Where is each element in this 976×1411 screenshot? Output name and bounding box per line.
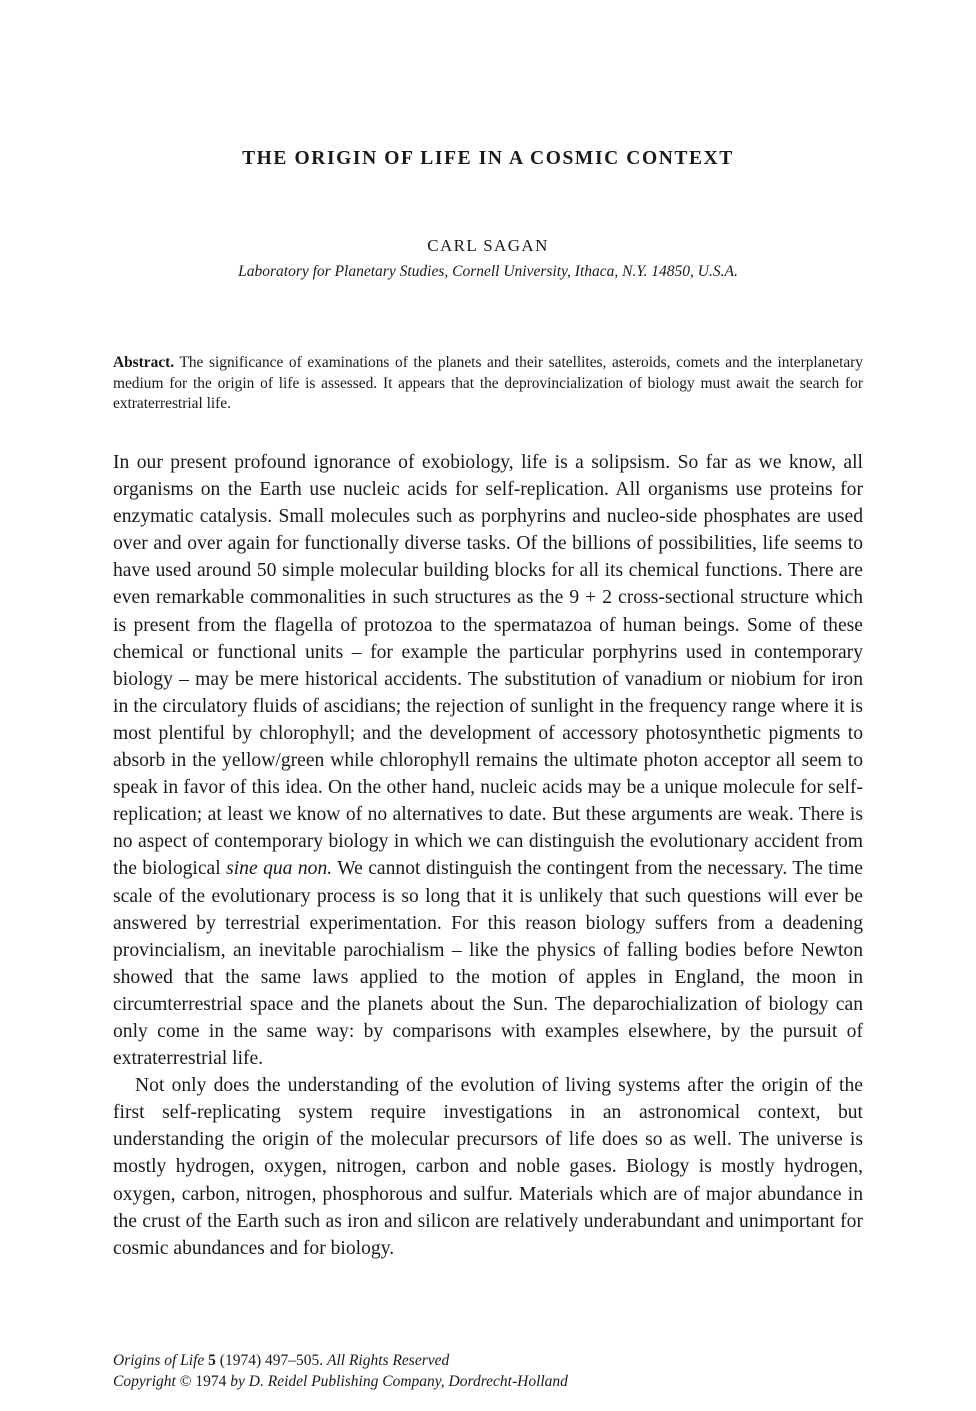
paragraph-1-part-a: In our present profound ignorance of exobiology, life is a solipsism. So far as we know, all organisms on the Earth use nucleic acids for self-replication. All organisms use proteins for enzymatic catalysis. Small molecules such as porphyrins and nucleo-side phosphates are used over and over again for functionally diverse tasks. Of the billions of possibilities, life seems to have used around 50 simple molecular building blocks for all its chemical functions. There are even remarkable commonalities in such structures as the 9 + 2 cross-sectional structure which is present from the flagella of protozoa to the spermatazoa of human beings. Some of these chemical or functional units – for example the particular porphyrins used in contemporary biology – may be mere historical accidents. The substitution of vanadium or niobium for iron in the circulatory fluids of ascidians; the rejection of sunlight in the frequency range where it is most plentiful by chlorophyll; and the development of accessory photosynthetic pigments to absorb in the yellow/green while chlorophyll remains the ultimate photon acceptor all seem to speak in favor of this idea. On the other hand, nucleic acids may be a unique molecule for self-replication; at least we know of no alternatives to date. But these arguments are weak. There is no aspect of contemporary biology in which we can distinguish the evolutionary accident from the biological [113,452,863,880]
abstract-text: The significance of examinations of the planets and their satellites, asteroids, comets and the interplanetary medium for the origin of life is assessed. It appears that the deprovincialization of biology must await the search for extraterrestrial life. [113,354,863,412]
journal-year-pages: (1974) 497–505. [215,1352,327,1369]
journal-name: Origins of Life [113,1352,205,1369]
author-affiliation: Laboratory for Planetary Studies, Cornell University, Ithaca, N.Y. 14850, U.S.A. [238,263,738,280]
rights-statement: All Rights Reserved [327,1352,450,1369]
citation-line [113,1351,863,1372]
paper-title: THE ORIGIN OF LIFE IN A COSMIC CONTEXT [242,148,734,169]
publisher-name: by D. Reidel Publishing Company, Dordrecht-Holland [230,1372,568,1390]
author-name: CARL SAGAN [427,236,549,255]
paragraph-1 [113,449,863,1072]
body-text [113,449,863,1262]
copyright-line [113,1372,863,1393]
abstract [113,353,863,415]
copyright-year: © 1974 [175,1372,231,1390]
abstract-label: Abstract. [113,354,175,371]
paragraph-2: Not only does the understanding of the evolution of living systems after the origin of the first self-replicating system require investigations in an astronomical context, but understanding the origin of the molecular precursors of life does so as well. The universe is mostly hydrogen, oxygen, nitrogen, carbon and noble gases. Biology is mostly hydrogen, oxygen, carbon, nitrogen, phosphorous and sulfur. Materials which are of major abundance in the crust of the Earth such as iron and silicon are relatively underabundant and unimportant for cosmic abundances and for biology. [113,1075,863,1259]
paragraph-1-part-b: We cannot distinguish the contingent from the necessary. The time scale of the evolutionary process is so long that it is unlikely that such questions will ever be answered by terrestrial experimentation. For this reason biology suffers from a deadening provincialism, an inevitable parochialism – like the physics of falling bodies before Newton showed that the same laws applied to the motion of apples in England, the moon in circumterrestrial space and the planets about the Sun. The deparochialization of biology can only come in the same way: by comparisons with examples elsewhere, by the pursuit of extraterrestrial life. [113,858,864,1070]
page-footer [113,1351,863,1392]
journal-volume: 5 [208,1352,216,1369]
copyright-label: Copyright [113,1372,176,1390]
paragraph-1-italic: sine qua non. [226,858,333,880]
